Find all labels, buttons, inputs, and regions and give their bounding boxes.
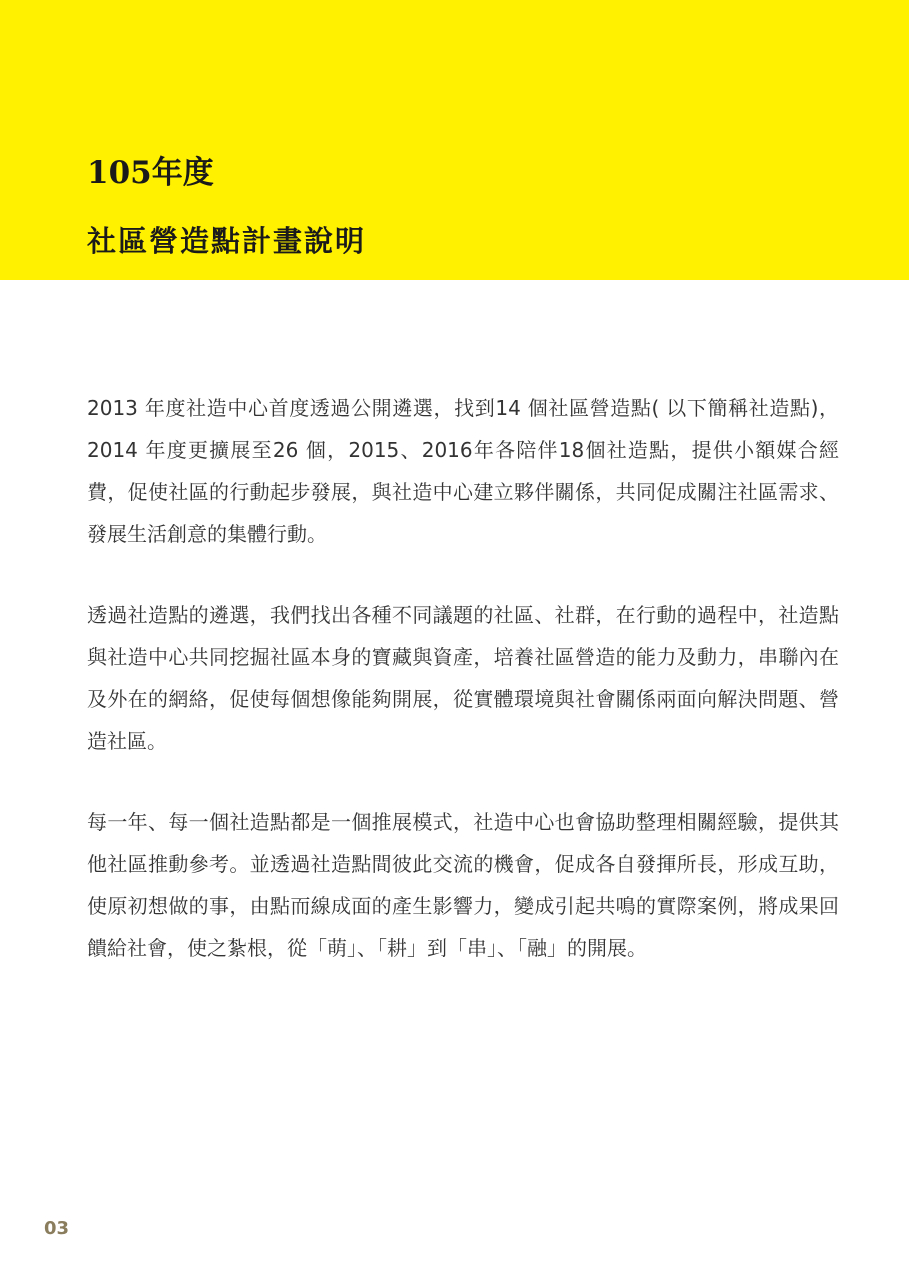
page-title: 社區營造點計畫說明 — [87, 224, 367, 258]
page-title-year: 105年度 — [87, 155, 214, 191]
page-number: 03 — [44, 1218, 70, 1239]
body-paragraph-1: 2013 年度社造中心首度透過公開遴選，找到14 個社區營造點( 以下簡稱社造點)，2014 年度更擴展至26 個，2015、2016年各陪伴18個社造點，提供小額媒合經費，促使社區的行動起步發展，與社造中心建立夥伴關係，共同促成關注社區需求、發展生活創意的集體行動。 — [87, 396, 839, 546]
body-paragraph-2: 透過社造點的遴選，我們找出各種不同議題的社區、社群，在行動的過程中，社造點與社造中心共同挖掘社區本身的寶藏與資產，培養社區營造的能力及動力，串聯內在及外在的網絡，促使每個想像能夠開展，從實體環境與社會關係兩面向解決問題、營造社區。 — [87, 603, 839, 753]
body-paragraph-3: 每一年、每一個社造點都是一個推展模式，社造中心也會協助整理相關經驗，提供其他社區推動參考。並透過社造點間彼此交流的機會，促成各自發揮所長，形成互助，使原初想做的事，由點而線成面的產生影響力，變成引起共鳴的實際案例，將成果回饋給社會，使之紮根，從「萌」、「耕」到「串」、「融」的開展。 — [87, 810, 839, 960]
